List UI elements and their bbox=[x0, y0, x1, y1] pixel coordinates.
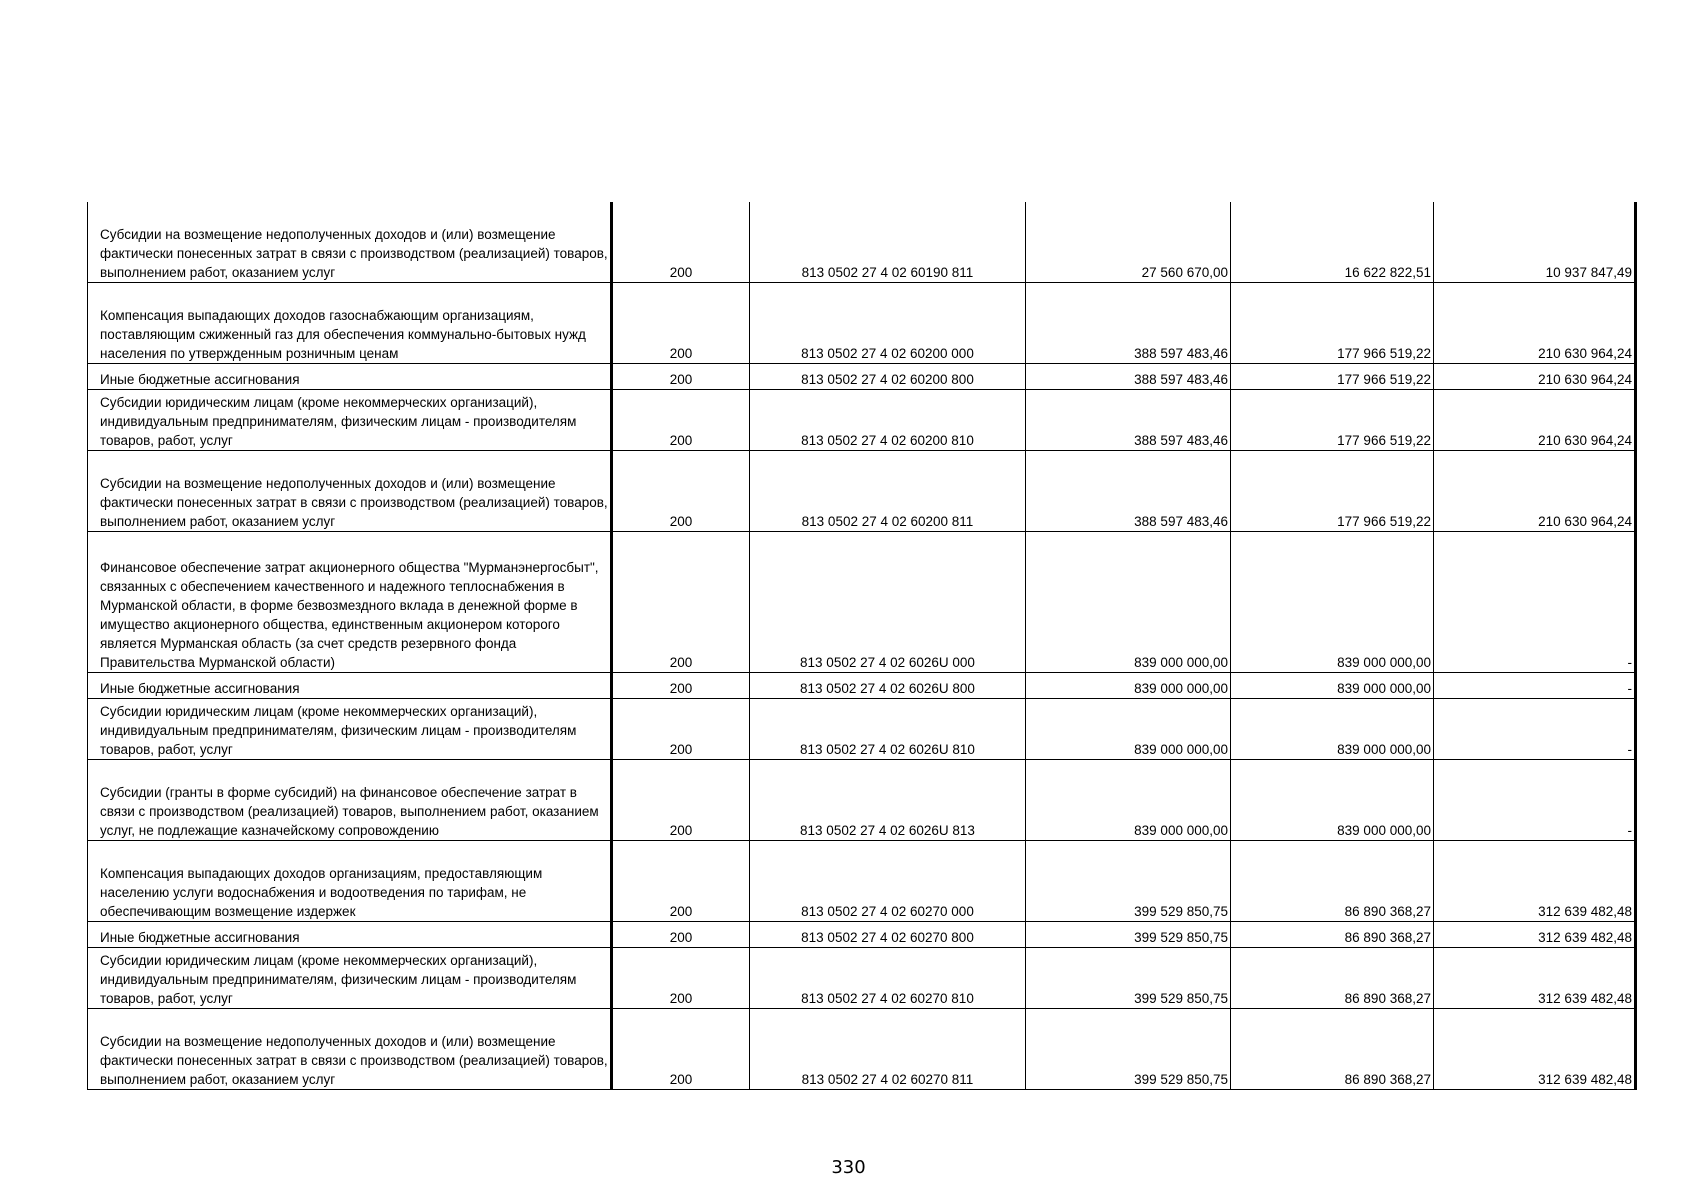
row-classification-code: 813 0502 27 4 02 60200 800 bbox=[750, 363, 1026, 389]
table-body bbox=[88, 202, 1636, 1089]
row-approved-amount: 399 529 850,75 bbox=[1026, 1008, 1231, 1089]
row-description-text: Субсидии юридическим лицам (кроме некоммерческих организаций), индивидуальным предпринимателям, физическим лицам - производителям товаров, работ, услуг bbox=[100, 703, 577, 757]
row-unexecuted-amount: 312 639 482,48 bbox=[1434, 840, 1636, 921]
row-executed-amount: 839 000 000,00 bbox=[1231, 759, 1434, 840]
row-approved-amount: 27 560 670,00 bbox=[1026, 202, 1231, 282]
row-executed-amount: 839 000 000,00 bbox=[1231, 672, 1434, 698]
row-executed-amount: 16 622 822,51 bbox=[1231, 202, 1434, 282]
row-executed-amount: 86 890 368,27 bbox=[1231, 840, 1434, 921]
page-number: 330 bbox=[831, 1157, 866, 1178]
row-line-code: 200 bbox=[612, 450, 750, 531]
table-row bbox=[88, 921, 1636, 947]
table-row bbox=[88, 672, 1636, 698]
row-unexecuted-amount: - bbox=[1434, 672, 1636, 698]
table-row bbox=[88, 282, 1636, 363]
row-description bbox=[88, 672, 612, 698]
table-row bbox=[88, 1008, 1636, 1089]
row-unexecuted-amount: 312 639 482,48 bbox=[1434, 947, 1636, 1008]
row-description-text: Компенсация выпадающих доходов организациям, предоставляющим населению услуги водоснабжения и водоотведения по тарифам, не обеспечивающим возмещение издержек bbox=[100, 865, 543, 919]
row-description-text: Компенсация выпадающих доходов газоснабжающим организациям, поставляющим сжиженный газ для обеспечения коммунально-бытовых нужд населения по утвержденным розничным ценам bbox=[100, 307, 586, 361]
table-row bbox=[88, 840, 1636, 921]
row-description-text: Финансовое обеспечение затрат акционерного общества "Мурманэнергосбыт", связанных с обеспечением качественного и надежного теплоснабжения в Мурманской области, в форме безвозмездного вклада в денежной форме в имущество акционерного общества, единственным акционером которого является Мурманская область (за счет средств резервного фонда Правительства Мурманской области) bbox=[100, 559, 599, 670]
row-executed-amount: 177 966 519,22 bbox=[1231, 450, 1434, 531]
row-classification-code: 813 0502 27 4 02 6026U 813 bbox=[750, 759, 1026, 840]
row-unexecuted-amount: - bbox=[1434, 759, 1636, 840]
row-unexecuted-amount: 210 630 964,24 bbox=[1434, 282, 1636, 363]
row-unexecuted-amount: - bbox=[1434, 531, 1636, 672]
row-approved-amount: 388 597 483,46 bbox=[1026, 282, 1231, 363]
row-line-code: 200 bbox=[612, 698, 750, 759]
row-description bbox=[88, 1008, 612, 1089]
row-description bbox=[88, 947, 612, 1008]
row-line-code: 200 bbox=[612, 840, 750, 921]
row-description bbox=[88, 363, 612, 389]
row-unexecuted-amount: 210 630 964,24 bbox=[1434, 450, 1636, 531]
row-description-text: Иные бюджетные ассигнования bbox=[100, 929, 300, 945]
row-approved-amount: 388 597 483,46 bbox=[1026, 450, 1231, 531]
row-description bbox=[88, 202, 612, 282]
row-unexecuted-amount: 210 630 964,24 bbox=[1434, 363, 1636, 389]
row-approved-amount: 399 529 850,75 bbox=[1026, 840, 1231, 921]
table-row bbox=[88, 947, 1636, 1008]
row-classification-code: 813 0502 27 4 02 60200 810 bbox=[750, 389, 1026, 450]
row-line-code: 200 bbox=[612, 1008, 750, 1089]
row-line-code: 200 bbox=[612, 921, 750, 947]
row-executed-amount: 839 000 000,00 bbox=[1231, 698, 1434, 759]
row-classification-code: 813 0502 27 4 02 60270 000 bbox=[750, 840, 1026, 921]
table-row bbox=[88, 759, 1636, 840]
row-executed-amount: 86 890 368,27 bbox=[1231, 921, 1434, 947]
row-approved-amount: 388 597 483,46 bbox=[1026, 389, 1231, 450]
table-row bbox=[88, 698, 1636, 759]
row-line-code: 200 bbox=[612, 947, 750, 1008]
row-executed-amount: 86 890 368,27 bbox=[1231, 1008, 1434, 1089]
row-classification-code: 813 0502 27 4 02 60200 000 bbox=[750, 282, 1026, 363]
row-unexecuted-amount: 312 639 482,48 bbox=[1434, 921, 1636, 947]
row-classification-code: 813 0502 27 4 02 6026U 000 bbox=[750, 531, 1026, 672]
row-line-code: 200 bbox=[612, 389, 750, 450]
budget-execution-table bbox=[87, 202, 1637, 1090]
row-line-code: 200 bbox=[612, 282, 750, 363]
table-row bbox=[88, 531, 1636, 672]
row-description-text: Иные бюджетные ассигнования bbox=[100, 680, 300, 696]
row-description bbox=[88, 698, 612, 759]
row-executed-amount: 177 966 519,22 bbox=[1231, 282, 1434, 363]
row-unexecuted-amount: 312 639 482,48 bbox=[1434, 1008, 1636, 1089]
row-classification-code: 813 0502 27 4 02 60200 811 bbox=[750, 450, 1026, 531]
row-description-text: Субсидии (гранты в форме субсидий) на финансовое обеспечение затрат в связи с производством (реализацией) товаров, выполнением работ, оказанием услуг, не подлежащие казначейскому сопровождению bbox=[100, 784, 599, 838]
table-row bbox=[88, 363, 1636, 389]
row-executed-amount: 177 966 519,22 bbox=[1231, 389, 1434, 450]
table-row bbox=[88, 202, 1636, 282]
row-description bbox=[88, 450, 612, 531]
row-description bbox=[88, 282, 612, 363]
row-classification-code: 813 0502 27 4 02 60270 811 bbox=[750, 1008, 1026, 1089]
row-approved-amount: 839 000 000,00 bbox=[1026, 759, 1231, 840]
row-classification-code: 813 0502 27 4 02 6026U 800 bbox=[750, 672, 1026, 698]
row-description bbox=[88, 389, 612, 450]
row-description bbox=[88, 531, 612, 672]
row-unexecuted-amount: 210 630 964,24 bbox=[1434, 389, 1636, 450]
row-description-text: Субсидии юридическим лицам (кроме некоммерческих организаций), индивидуальным предпринимателям, физическим лицам - производителям товаров, работ, услуг bbox=[100, 394, 577, 448]
row-approved-amount: 399 529 850,75 bbox=[1026, 947, 1231, 1008]
row-description bbox=[88, 759, 612, 840]
row-line-code: 200 bbox=[612, 759, 750, 840]
row-description-text: Субсидии на возмещение недополученных доходов и (или) возмещение фактически понесенных затрат в связи с производством (реализацией) товаров, выполнением работ, оказанием услуг bbox=[100, 475, 608, 529]
row-description-text: Субсидии на возмещение недополученных доходов и (или) возмещение фактически понесенных затрат в связи с производством (реализацией) товаров, выполнением работ, оказанием услуг bbox=[100, 1033, 608, 1087]
row-approved-amount: 839 000 000,00 bbox=[1026, 698, 1231, 759]
row-description bbox=[88, 840, 612, 921]
row-line-code: 200 bbox=[612, 202, 750, 282]
row-unexecuted-amount: 10 937 847,49 bbox=[1434, 202, 1636, 282]
row-classification-code: 813 0502 27 4 02 60190 811 bbox=[750, 202, 1026, 282]
row-line-code: 200 bbox=[612, 531, 750, 672]
row-line-code: 200 bbox=[612, 672, 750, 698]
row-executed-amount: 86 890 368,27 bbox=[1231, 947, 1434, 1008]
row-classification-code: 813 0502 27 4 02 60270 800 bbox=[750, 921, 1026, 947]
row-approved-amount: 839 000 000,00 bbox=[1026, 531, 1231, 672]
row-unexecuted-amount: - bbox=[1434, 698, 1636, 759]
row-executed-amount: 839 000 000,00 bbox=[1231, 531, 1434, 672]
row-description-text: Субсидии юридическим лицам (кроме некоммерческих организаций), индивидуальным предпринимателям, физическим лицам - производителям товаров, работ, услуг bbox=[100, 952, 577, 1006]
row-line-code: 200 bbox=[612, 363, 750, 389]
row-approved-amount: 399 529 850,75 bbox=[1026, 921, 1231, 947]
row-description bbox=[88, 921, 612, 947]
row-description-text: Субсидии на возмещение недополученных доходов и (или) возмещение фактически понесенных затрат в связи с производством (реализацией) товаров, выполнением работ, оказанием услуг bbox=[100, 226, 608, 280]
row-description-text: Иные бюджетные ассигнования bbox=[100, 371, 300, 387]
row-classification-code: 813 0502 27 4 02 60270 810 bbox=[750, 947, 1026, 1008]
row-approved-amount: 839 000 000,00 bbox=[1026, 672, 1231, 698]
table-row bbox=[88, 389, 1636, 450]
row-classification-code: 813 0502 27 4 02 6026U 810 bbox=[750, 698, 1026, 759]
row-executed-amount: 177 966 519,22 bbox=[1231, 363, 1434, 389]
row-approved-amount: 388 597 483,46 bbox=[1026, 363, 1231, 389]
table-row bbox=[88, 450, 1636, 531]
